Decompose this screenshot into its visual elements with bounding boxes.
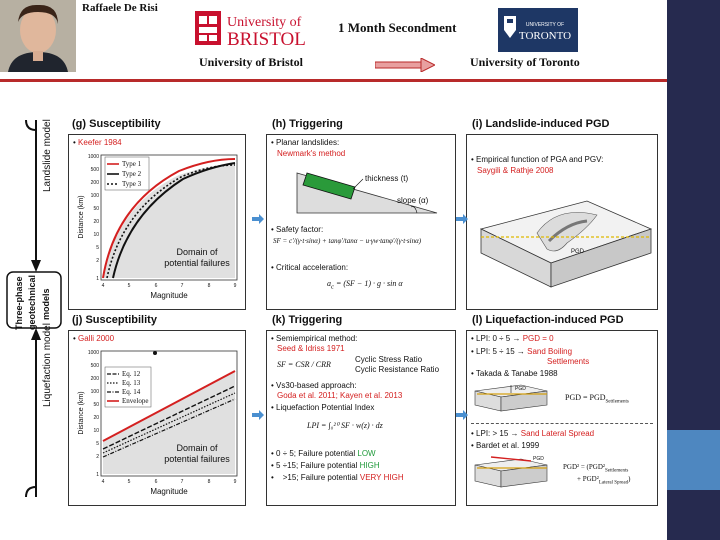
header-divider [0, 79, 667, 82]
g-xtick-5: 9 [233, 283, 237, 289]
arrow-right-icon [456, 214, 468, 224]
slide-title: 1 Month Secondment [338, 20, 457, 35]
j-ytick-5: 20 [93, 415, 99, 421]
j-ytick-3: 100 [90, 389, 99, 395]
j-ytick-0: 1000 [87, 350, 99, 356]
toronto-logo-line2: TORONTO [518, 30, 572, 42]
landslide-model-label: Landslide model [42, 119, 53, 192]
k-bullet-3: • Liquefaction Potential Index [271, 403, 375, 412]
i-pgd-label: PGD [571, 249, 585, 255]
origin-university: University of Bristol [199, 55, 303, 69]
j-ytick-1: 500 [90, 363, 99, 369]
g-ytick-3: 100 [90, 193, 99, 199]
k-ref-2: Goda et al. 2011; Kayen et al. 2013 [277, 391, 403, 400]
panel-k-title: (k) Triggering [272, 314, 343, 326]
g-ytick-1: 500 [90, 167, 99, 173]
speaker-photo [0, 0, 76, 72]
bristol-logo [195, 8, 315, 50]
l-ref-takada: • Takada & Tanabe 1988 [471, 369, 558, 378]
panel-l [466, 330, 658, 506]
g-ytick-2: 200 [90, 180, 99, 186]
l-lpi-3: • LPI: > 15 → Sand Lateral Spread [471, 429, 595, 438]
g-ylabel: Distance (km) [78, 195, 85, 239]
panel-l-title: (l) Liquefaction-induced PGD [472, 314, 624, 326]
j-xlabel: Magnitude [150, 487, 188, 496]
j-domain-text-2: potential failures [164, 454, 230, 464]
panel-i [466, 134, 658, 310]
g-ytick-4: 50 [93, 206, 99, 212]
j-legend-eq14: Eq. 14 [122, 388, 141, 396]
g-legend-type2: Type 2 [122, 170, 142, 178]
arrow-right-icon [252, 410, 264, 420]
j-xtick-2: 6 [154, 479, 158, 485]
g-xtick-3: 7 [180, 283, 184, 289]
destination-university: University of Toronto [470, 55, 580, 69]
j-xtick-5: 9 [233, 479, 237, 485]
j-domain-text-1: Domain of [176, 443, 218, 453]
lateral-spread-block-diagram [471, 453, 551, 493]
j-ytick-4: 50 [93, 402, 99, 408]
g-xlabel: Magnitude [150, 291, 188, 300]
h-method: Newmark's method [277, 149, 346, 158]
arrow-right-icon [252, 214, 264, 224]
panel-h [266, 134, 456, 310]
g-ytick-8: 2 [96, 258, 99, 264]
l-pgd-small-1: PGD [515, 386, 526, 392]
k-bullet-2: • Vs30-based approach: [271, 381, 357, 390]
j-ytick-8: 2 [96, 454, 99, 460]
k-level-very-high: • >15; Failure potential VERY HIGH [271, 473, 404, 482]
panel-k [266, 330, 456, 506]
i-bullet-1: • Empirical function of PGA and PGV: [471, 155, 604, 164]
g-ytick-6: 10 [93, 232, 99, 238]
bristol-logo-line2: BRISTOL [227, 29, 306, 50]
g-xtick-2: 6 [154, 283, 158, 289]
safety-factor-formula: SF = c′/(γ·t·sinα) + tanφ′/tanα − u·γw·tanφ′/(γ·t·sinα) [273, 237, 422, 245]
g-domain-text-1: Domain of [176, 247, 218, 257]
k-level-high: • 5 ÷15; Failure potential HIGH [271, 461, 380, 470]
h-slope: slope (α) [397, 196, 429, 205]
g-ytick-7: 5 [96, 245, 99, 251]
j-legend-envelope: Envelope [122, 397, 149, 405]
l-lpi-1: • LPI: 0 ÷ 5 → PGD = 0 [471, 334, 554, 343]
g-domain-text-2: potential failures [164, 258, 230, 268]
j-ytick-9: 1 [96, 472, 99, 478]
j-xtick-4: 8 [207, 479, 211, 485]
k-crr: Cyclic Resistance Ratio [355, 365, 440, 374]
panel-j [68, 330, 246, 506]
j-ytick-6: 10 [93, 428, 99, 434]
toronto-logo-line1: UNIVERSITY OF [525, 22, 565, 28]
l-pgd-small-2: PGD [533, 456, 544, 462]
arrow-right-icon [456, 410, 468, 420]
l-sand-boiling-2: Settlements [547, 357, 590, 366]
panel-g-title: (g) Susceptibility [72, 118, 161, 130]
toronto-logo [498, 8, 578, 52]
i-reference: Saygili & Rathje 2008 [477, 166, 554, 175]
susceptibility-chart-j [69, 331, 247, 507]
l-divider [471, 423, 653, 424]
j-xtick-0: 4 [101, 479, 105, 485]
l-pgd-settle: PGD = $PGD_{Settlements}$ [565, 393, 629, 405]
g-legend-type1: Type 1 [122, 160, 142, 168]
k-ref-1: Seed & Idriss 1971 [277, 344, 345, 353]
h-bullet-1: • Planar landslides: [271, 138, 340, 147]
panel-j-title: (j) Susceptibility [72, 314, 157, 326]
bristol-logo-line1: University of [227, 15, 302, 30]
three-phase-label-1: Three-phase [14, 276, 24, 330]
j-xtick-3: 7 [180, 479, 184, 485]
panel-g-reference: • Keefer 1984 [73, 138, 122, 147]
k-csr: Cyclic Stress Ratio [355, 355, 423, 364]
panel-j-reference: • Galli 2000 [73, 334, 115, 343]
h-thickness: thickness (t) [365, 174, 409, 183]
liquefaction-model-label: Liquefaction model [42, 323, 53, 407]
g-legend-type3: Type 3 [122, 180, 142, 188]
l-ref-bardet: • Bardet et al. 1999 [471, 441, 540, 450]
lpi-formula: LPI = ∫₀²⁰ SF · w(z) · dz [307, 421, 383, 430]
panel-i-title: (i) Landslide-induced PGD [472, 118, 610, 130]
panel-h-title: (h) Triggering [272, 118, 343, 130]
arrow-right-icon [375, 58, 435, 72]
h-bullet-3: • Critical acceleration: [271, 263, 349, 272]
planar-slope-diagram [267, 159, 457, 219]
framework-figure [0, 112, 662, 507]
accent-block [667, 430, 720, 490]
j-ytick-2: 200 [90, 376, 99, 382]
j-ylabel: Distance (km) [78, 391, 85, 435]
three-phase-label-3: models [41, 288, 51, 320]
settlement-block-diagram [471, 381, 551, 415]
g-xtick-4: 8 [207, 283, 211, 289]
h-bullet-2: • Safety factor: [271, 225, 324, 234]
sf-ratio-formula: SF = CSR / CRR [277, 360, 331, 369]
j-legend-eq12: Eq. 12 [122, 370, 141, 378]
landslide-pgd-diagram [467, 183, 659, 309]
g-ytick-0: 1000 [87, 154, 99, 160]
g-xtick-0: 4 [101, 283, 105, 289]
l-lpi-2: • LPI: 5 ÷ 15 → Sand Boiling [471, 347, 573, 356]
g-ytick-9: 1 [96, 276, 99, 282]
l-pgd-total-2: + $PGD^2_{Lateral Spread}$) [577, 475, 631, 486]
panel-g [68, 134, 246, 310]
k-level-low: • 0 ÷ 5; Failure potential LOW [271, 449, 376, 458]
l-pgd-total-1: $PGD^2 = (PGD^2_{Settlements}$ [563, 463, 629, 474]
three-phase-label-2: geotechnical [27, 274, 37, 330]
k-bullet-1: • Semiempirical method: [271, 334, 358, 343]
susceptibility-chart-g [69, 135, 247, 311]
g-ytick-5: 20 [93, 219, 99, 225]
g-xtick-1: 5 [127, 283, 131, 289]
j-legend-eq13: Eq. 13 [122, 379, 141, 387]
critical-acceleration-formula: $a_c = (SF - 1) \cdot g \cdot \sin \alpha$ [327, 279, 403, 291]
j-ytick-7: 5 [96, 441, 99, 447]
j-xtick-1: 5 [127, 479, 131, 485]
speaker-name: Raffaele De Risi [82, 2, 158, 14]
